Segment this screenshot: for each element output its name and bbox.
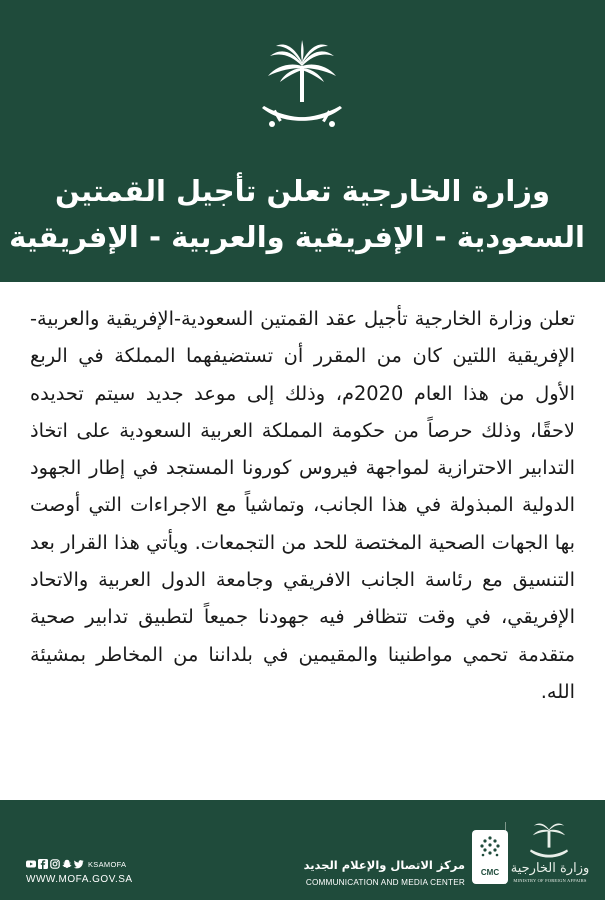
title-line-1: وزارة الخارجية تعلن تأجيل القمتين [54, 174, 550, 208]
instagram-icon[interactable] [50, 859, 60, 869]
social-handle[interactable]: KSAMOFA [88, 859, 127, 869]
header-banner [0, 0, 605, 282]
youtube-icon[interactable] [26, 859, 36, 869]
cmc-name-en: COMMUNICATION AND MEDIA CENTER [305, 878, 465, 887]
ministry-emblem-icon [530, 818, 568, 862]
website-link[interactable]: WWW.MOFA.GOV.SA [26, 874, 133, 885]
statement-body: تعلن وزارة الخارجية تأجيل عقد القمتين السعودية-الإفريقية والعربية-الإفريقية اللتين كان من المقرر أن تستضيفهما المملكة في الربع الأول من هذا العام 2020م، وذلك إلى موعد جديد سيتم تحديده لاحقًا، وذلك حرصاً من حكومة المملكة العربية السعودية على اتخاذ التدابير الاحترازية لمواجهة فيروس كورونا المستجد في إطار الجهود الدولية المبذولة في هذا الجانب، وتماشياً مع الاجراءات التي أوصت بها الجهات الصحية المختصة للحد من التجمعات. ويأتي هذا القرار بعد التنسيق مع رئاسة الجانب الافريقي وجامعة الدول العربية والاتحاد الإفريقي، في وقت تتظافر فيه جهودنا جميعاً لتطبيق تدابير صحية متقدمة تحمي مواطنينا والمقيمين في بلداننا من المخاطر بمشيئة الله. [30, 307, 576, 703]
cmc-dots-icon [480, 836, 500, 858]
saudi-palm-swords-emblem-icon [262, 40, 342, 132]
social-links [26, 858, 126, 870]
cmc-logo [472, 830, 508, 884]
footer [0, 800, 605, 900]
cmc-logo-label: CMC [480, 868, 500, 877]
page-title [9, 168, 585, 260]
ministry-logo-text [508, 862, 592, 883]
facebook-icon[interactable] [38, 859, 48, 869]
snapchat-icon[interactable] [62, 859, 72, 869]
twitter-icon[interactable] [74, 859, 84, 869]
ministry-name-en: MINISTRY OF FOREIGN AFFAIRS [513, 878, 587, 883]
ministry-name-ar: وزارة الخارجية [510, 861, 590, 876]
cmc-name [304, 858, 465, 890]
cmc-name-ar: مركز الاتصال والإعلام الجديد [303, 858, 465, 872]
title-line-2: السعودية - الإفريقية والعربية - الإفريقية [9, 220, 585, 254]
